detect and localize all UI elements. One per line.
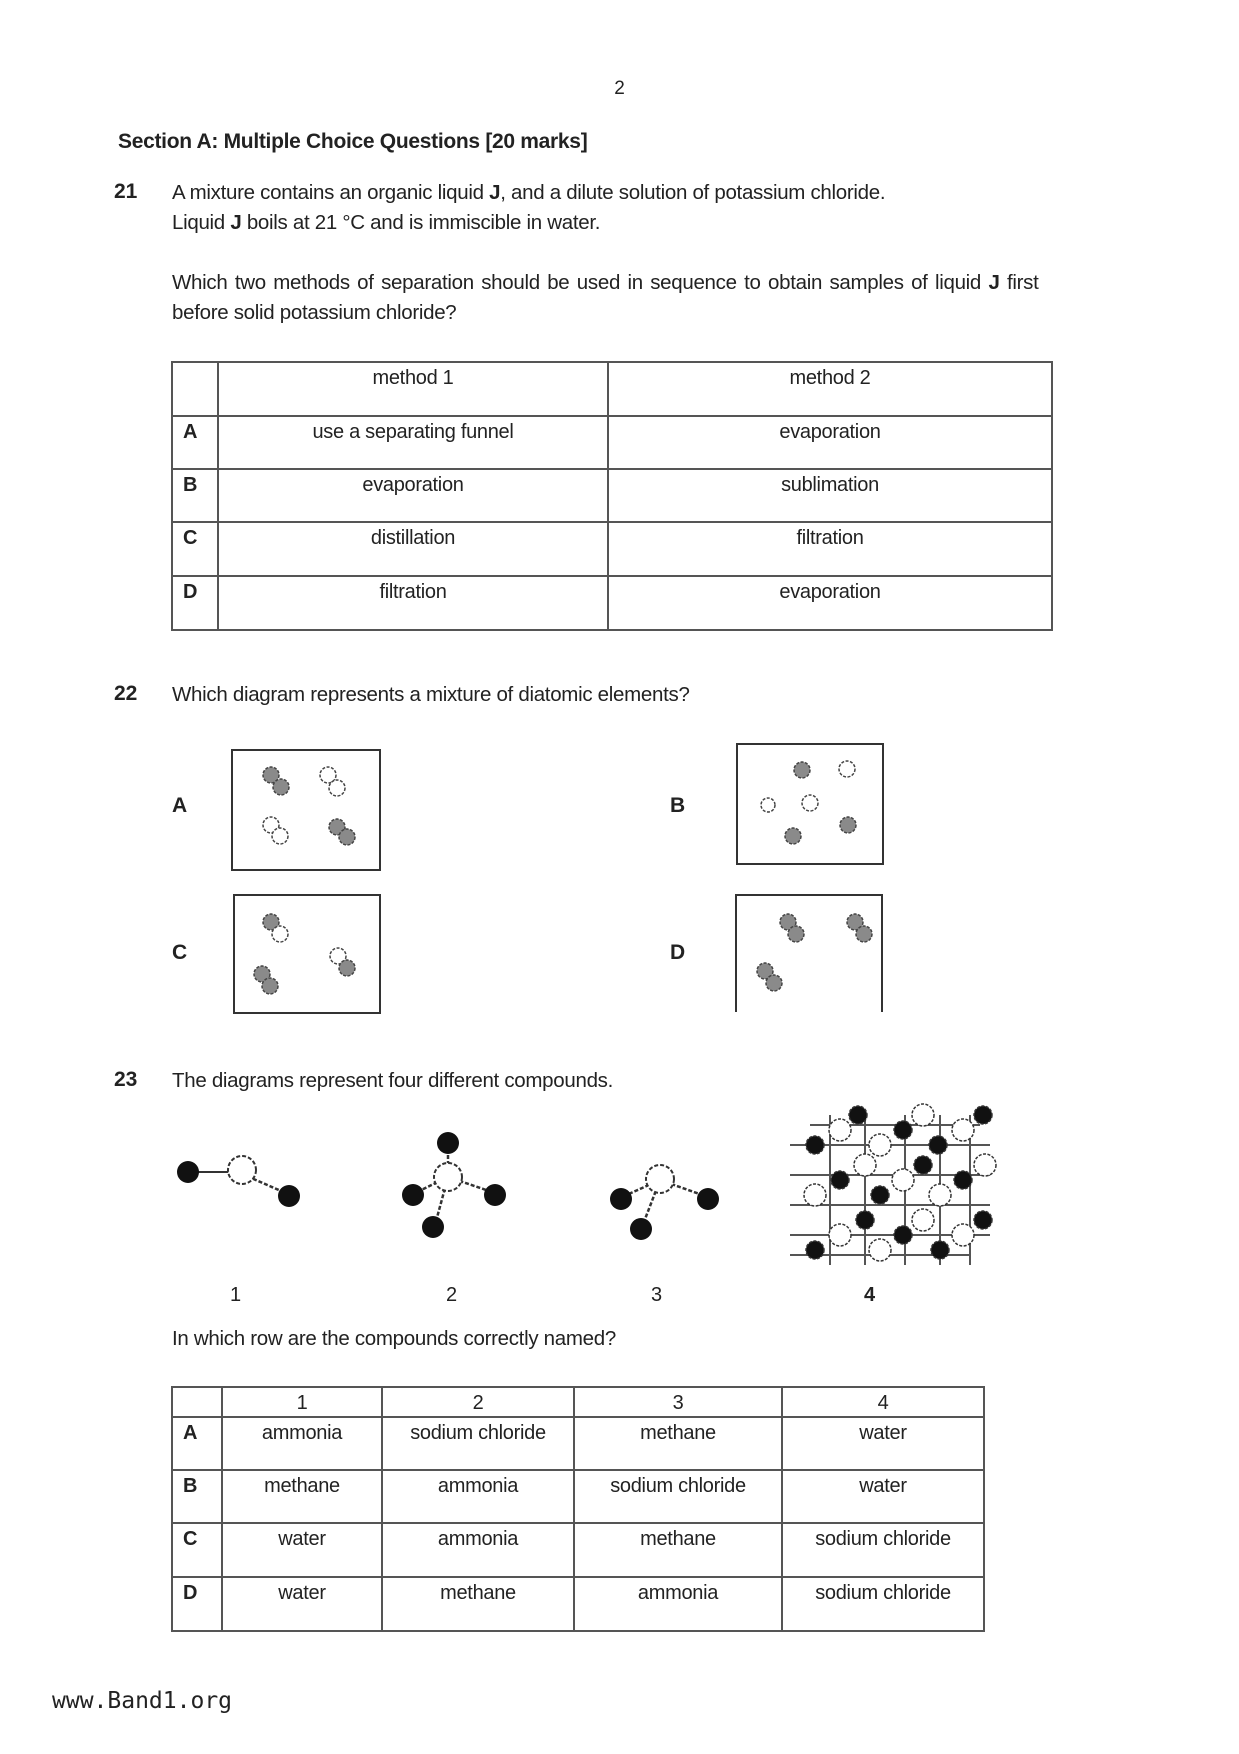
table-cell: ammonia <box>574 1577 782 1631</box>
table-header-cell: method 1 <box>218 362 608 416</box>
table-cell: sodium chloride <box>782 1523 984 1577</box>
q21-text: boils at 21 °C and is immiscible in water. <box>241 211 601 234</box>
ammonia-molecule-icon <box>600 1155 720 1255</box>
q23-question: In which row are the compounds correctly named? <box>172 1327 616 1350</box>
option-label: D <box>172 576 218 630</box>
table-header-cell: method 2 <box>608 362 1052 416</box>
option-label: A <box>172 416 218 469</box>
table-cell: water <box>222 1577 382 1631</box>
table-row <box>172 416 1052 469</box>
table-cell: filtration <box>608 522 1052 576</box>
q21-text: A mixture contains an organic liquid <box>172 181 490 204</box>
q22-question: Which diagram represents a mixture of diatomic elements? <box>172 683 690 706</box>
compound-label-3: 3 <box>651 1284 663 1306</box>
mixed-molecules-icon <box>235 896 379 1012</box>
table-cell: use a separating funnel <box>218 416 608 469</box>
table-cell: ammonia <box>382 1523 574 1577</box>
q21-bold-j: J <box>230 211 242 234</box>
option-label: B <box>172 1470 222 1523</box>
table-header-cell: 1 <box>222 1387 382 1417</box>
compound-3-diagram <box>600 1155 720 1255</box>
table-row <box>172 469 1052 522</box>
diagram-c <box>233 894 381 1014</box>
table-header-row <box>172 1387 984 1417</box>
q21-question-text: Which two methods of separation should be used in sequence to obtain samples of liquid <box>172 271 989 294</box>
diagram-b <box>736 743 884 865</box>
q21-question <box>172 268 1152 328</box>
table-cell: water <box>222 1523 382 1577</box>
table-cell: evaporation <box>608 576 1052 630</box>
compound-4-diagram <box>770 1095 1010 1285</box>
table-row <box>172 1470 984 1523</box>
grey-diatomic-molecules-icon <box>737 896 881 1012</box>
option-label: B <box>172 469 218 522</box>
q21-question-text: before solid potassium chloride? <box>172 301 457 324</box>
table-cell: sodium chloride <box>382 1417 574 1470</box>
table-row <box>172 576 1052 630</box>
table-header-cell: 2 <box>382 1387 574 1417</box>
table-cell: water <box>782 1417 984 1470</box>
table-cell: sodium chloride <box>782 1577 984 1631</box>
option-label-b: B <box>670 794 686 817</box>
compound-label-1: 1 <box>230 1284 242 1306</box>
table-row <box>172 1577 984 1631</box>
table-header-cell: 3 <box>574 1387 782 1417</box>
option-label-c: C <box>172 941 188 964</box>
q21-options-table <box>171 361 1053 631</box>
diatomic-molecules-icon <box>233 751 379 869</box>
table-cell: ammonia <box>382 1470 574 1523</box>
compound-2-diagram <box>395 1125 515 1255</box>
single-atoms-icon <box>738 745 882 863</box>
compound-label-4: 4 <box>864 1284 876 1306</box>
option-label: D <box>172 1577 222 1631</box>
table-cell: ammonia <box>222 1417 382 1470</box>
question-number-21: 21 <box>114 180 138 203</box>
question-number-22: 22 <box>114 682 138 705</box>
methane-molecule-icon <box>395 1125 515 1255</box>
q21-question-text: first <box>999 271 1039 294</box>
q21-bold-j: J <box>988 271 1000 294</box>
q21-text: Liquid <box>172 211 231 234</box>
table-cell: sodium chloride <box>574 1470 782 1523</box>
table-cell: methane <box>222 1470 382 1523</box>
table-header-cell <box>172 362 218 416</box>
table-cell: methane <box>382 1577 574 1631</box>
question-number-23: 23 <box>114 1068 138 1091</box>
sodium-chloride-lattice-icon <box>770 1095 1010 1285</box>
diagram-d <box>735 894 883 1012</box>
table-cell: water <box>782 1470 984 1523</box>
section-title: Section A: Multiple Choice Questions [20 marks] <box>118 130 588 153</box>
table-row <box>172 1523 984 1577</box>
table-header-row <box>172 362 1052 416</box>
q21-bold-j: J <box>489 181 501 204</box>
table-header-cell <box>172 1387 222 1417</box>
q21-stem <box>172 178 885 238</box>
table-row <box>172 1417 984 1470</box>
page-number: 2 <box>614 78 625 99</box>
q23-options-table <box>171 1386 985 1632</box>
table-cell: distillation <box>218 522 608 576</box>
table-cell: evaporation <box>218 469 608 522</box>
table-header-cell: 4 <box>782 1387 984 1417</box>
diagram-a <box>231 749 381 871</box>
table-cell: sublimation <box>608 469 1052 522</box>
water-molecule-icon <box>170 1120 310 1230</box>
option-label: C <box>172 522 218 576</box>
q21-text: , and a dilute solution of potassium chloride. <box>500 181 886 204</box>
compound-1-diagram <box>170 1120 310 1230</box>
table-cell: methane <box>574 1417 782 1470</box>
table-cell: methane <box>574 1523 782 1577</box>
table-row <box>172 522 1052 576</box>
table-cell: filtration <box>218 576 608 630</box>
option-label: C <box>172 1523 222 1577</box>
table-cell: evaporation <box>608 416 1052 469</box>
option-label: A <box>172 1417 222 1470</box>
option-label-d: D <box>670 941 686 964</box>
footer-url: www.Band1.org <box>52 1688 233 1714</box>
option-label-a: A <box>172 794 188 817</box>
q23-intro: The diagrams represent four different compounds. <box>172 1069 614 1092</box>
compound-label-2: 2 <box>446 1284 458 1306</box>
